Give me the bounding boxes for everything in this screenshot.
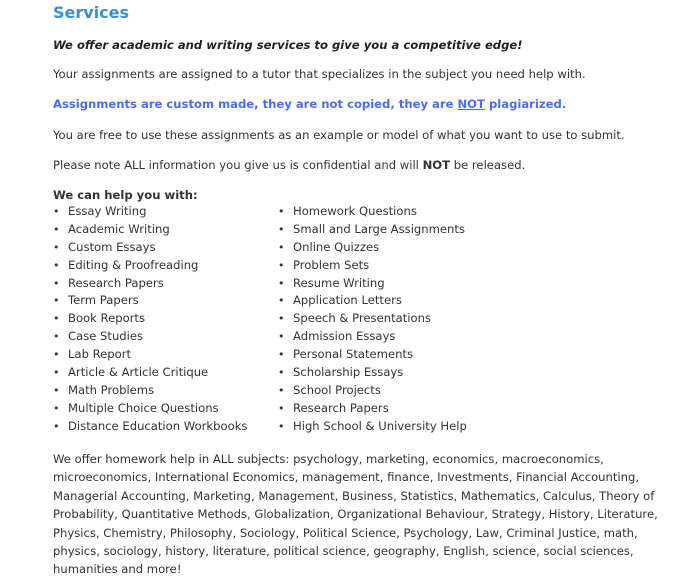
list-item [53, 275, 247, 293]
list-item-label: Online Quizzes [293, 239, 380, 254]
confidential-end: be released. [450, 158, 526, 172]
list-item [278, 364, 467, 382]
bullet-icon: • [278, 419, 285, 433]
list-item [278, 292, 467, 310]
confidential-notice [53, 156, 525, 174]
list-item-label: Research Papers [68, 275, 164, 290]
bullet-icon: • [53, 240, 60, 254]
list-item [278, 257, 467, 275]
list-item-label: Lab Report [68, 347, 132, 362]
list-item [53, 418, 247, 436]
bullet-icon: • [278, 312, 285, 326]
bullet-icon: • [53, 330, 60, 344]
services-list-right [278, 203, 467, 436]
bullet-icon: • [53, 276, 60, 290]
services-list-left [53, 203, 247, 436]
list-item-label: Scholarship Essays [293, 365, 404, 380]
list-item [53, 400, 247, 418]
list-item [53, 203, 247, 221]
bullet-icon: • [53, 348, 60, 362]
bullet-icon: • [53, 222, 60, 236]
confidential-not: NOT [422, 158, 451, 172]
help-heading: We can help you with: [53, 188, 198, 202]
list-item [53, 310, 247, 328]
list-item-label: High School & University Help [293, 418, 467, 433]
list-item-label: Multiple Choice Questions [68, 400, 219, 415]
bullet-icon: • [278, 401, 285, 415]
list-item-label: Case Studies [68, 329, 144, 344]
bullet-icon: • [53, 366, 60, 380]
free-use-paragraph: You are free to use these assignments as an example or model of what you want to use to submit. [53, 128, 625, 142]
list-item-label: Research Papers [293, 400, 389, 415]
bullet-icon: • [278, 383, 285, 397]
list-item-label: Term Papers [68, 293, 139, 308]
list-item-label: Application Letters [293, 293, 402, 308]
bullet-icon: • [53, 312, 60, 326]
list-item-label: Essay Writing [68, 204, 147, 218]
bullet-icon: • [53, 205, 60, 218]
bullet-icon: • [53, 383, 60, 397]
list-item [278, 328, 467, 346]
custom-made-notice [53, 95, 566, 113]
bullet-icon: • [278, 222, 285, 236]
tutor-paragraph: Your assignments are assigned to a tutor that specializes in the subject you need help with. [53, 67, 586, 81]
bullet-icon: • [278, 240, 285, 254]
bullet-icon: • [53, 401, 60, 415]
list-item [278, 418, 467, 436]
list-item-label: Speech & Presentations [293, 311, 431, 326]
bullet-icon: • [278, 330, 285, 344]
list-item [278, 239, 467, 257]
list-item [53, 382, 247, 400]
list-item-label: Custom Essays [68, 239, 156, 254]
bullet-icon: • [278, 294, 285, 308]
list-item [278, 203, 467, 221]
bullet-icon: • [53, 419, 60, 433]
list-item [53, 328, 247, 346]
list-item-label: Math Problems [68, 382, 155, 397]
custom-notice-not: NOT [457, 97, 485, 111]
custom-notice-end: plagiarized. [484, 97, 567, 111]
list-item-label: Book Reports [68, 311, 146, 326]
list-item [278, 400, 467, 418]
bullet-icon: • [278, 258, 285, 272]
list-item [278, 221, 467, 239]
intro-tagline: We offer academic and writing services to give you a competitive edge! [53, 38, 523, 52]
list-item [278, 346, 467, 364]
list-item-label: Admission Essays [293, 329, 396, 344]
list-item [53, 257, 247, 275]
list-item [53, 221, 247, 239]
custom-notice-text: Assignments are custom made, they are not copied, they are [53, 97, 458, 111]
list-item-label: Personal Statements [293, 347, 414, 362]
bullet-icon: • [53, 258, 60, 272]
list-item-label: School Projects [293, 382, 381, 397]
page-title: Services [53, 3, 130, 22]
list-item-label: Academic Writing [68, 221, 170, 236]
list-item [278, 382, 467, 400]
list-item [53, 292, 247, 310]
subjects-paragraph: We offer homework help in ALL subjects: psychology, marketing, economics, macroeconomics, microeconomics, International Economics, management, finance, Investments, Financial Accounting, Managerial Accounting, Marketing, Management, Business, Statistics, Mathematics, Calculus, Theory of Probability, Quantitative Methods, Globalization, Organizational Behaviour, Strategy, History, Literature, Physics, Chemistry, Philosophy, Sociology, Political Science, Psychology, Law, Criminal Justice, math, physics, sociology, history, literature, political science, geography, English, science, social sciences, humanities and more! [53, 452, 658, 577]
bullet-icon: • [278, 276, 285, 290]
list-item-label: Small and Large Assignments [293, 221, 465, 236]
list-item-label: Problem Sets [293, 257, 370, 272]
list-item [278, 275, 467, 293]
bullet-icon: • [278, 366, 285, 380]
list-item-label: Distance Education Workbooks [68, 418, 248, 433]
list-item [53, 239, 247, 257]
bullet-icon: • [53, 294, 60, 308]
bullet-icon: • [278, 348, 285, 362]
bullet-icon: • [278, 205, 285, 218]
list-item [53, 346, 247, 364]
confidential-text: Please note ALL information you give us is confidential and will [53, 158, 423, 172]
list-item [53, 364, 247, 382]
list-item [278, 310, 467, 328]
list-item-label: Homework Questions [293, 204, 417, 218]
list-item-label: Article & Article Critique [68, 365, 209, 380]
list-item-label: Editing & Proofreading [68, 257, 199, 272]
list-item-label: Resume Writing [293, 275, 385, 290]
